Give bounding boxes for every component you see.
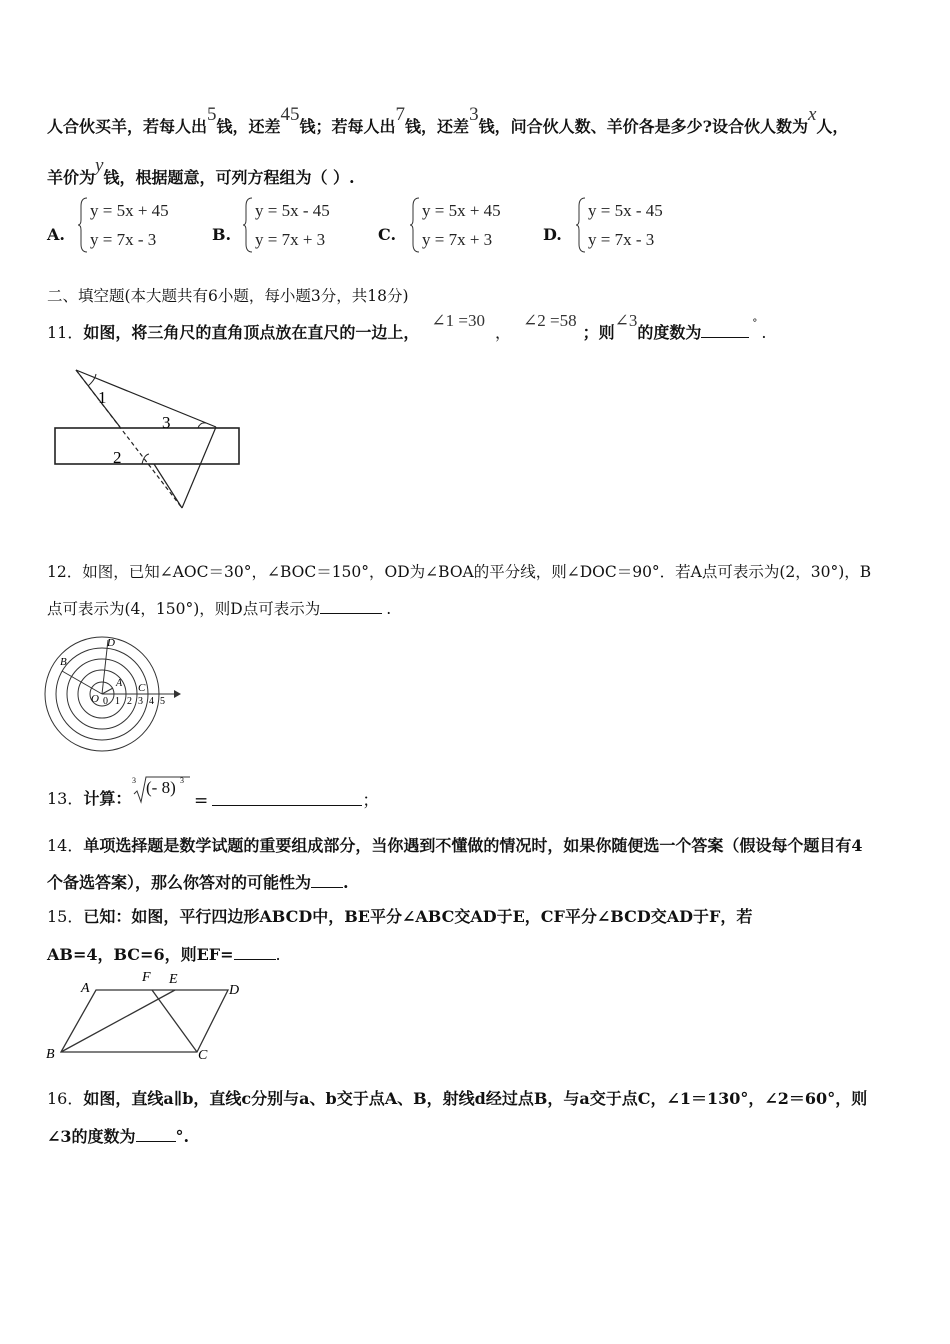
number-3: 3	[469, 104, 479, 125]
tick-2: 2	[127, 696, 132, 707]
root-index: 3	[132, 776, 136, 785]
period: .	[761, 323, 767, 342]
radicand: (- 8)	[146, 778, 176, 797]
label-d: D	[107, 637, 115, 649]
tick-0: 0	[103, 696, 108, 707]
angle-3-label: ∠3	[614, 311, 638, 330]
triangle-ruler-figure	[50, 362, 250, 514]
answer-blank[interactable]	[320, 599, 382, 614]
answer-blank[interactable]	[701, 323, 749, 338]
question-text: 如图，将三角尺的直角顶点放在直尺的一边上，	[83, 323, 420, 342]
option-b-label: B.	[212, 225, 232, 244]
brace-icon	[576, 196, 586, 254]
equation-1: y = 5x + 45	[422, 201, 501, 220]
question-number: 16．	[47, 1089, 84, 1108]
question-13-answer	[194, 786, 379, 811]
triangle-side	[76, 370, 216, 427]
label-b: B	[46, 1047, 55, 1061]
question-text: AB=4，BC=6，则EF=	[47, 945, 234, 964]
question-number: 14．	[47, 836, 84, 855]
question-text: 计算：	[83, 789, 132, 808]
ruler	[55, 428, 239, 464]
parallelogram-abcd	[61, 990, 228, 1052]
intro-text: 钱，问合伙人数、羊价各是多少?设合伙人数为	[478, 117, 808, 136]
equation-2: y = 7x + 3	[422, 230, 493, 249]
exponent: 3	[180, 776, 184, 785]
label-1: 1	[98, 388, 107, 407]
question-13	[47, 786, 131, 809]
label-b: B	[60, 656, 67, 668]
section-title: 二、填空题(本大题共有6小题，每小题3分，共18分)	[47, 287, 409, 305]
period: .	[386, 600, 392, 618]
intro-text: 人合伙买羊，若每人出	[47, 117, 208, 136]
equation-1: y = 5x + 45	[90, 201, 169, 220]
intro-text: 羊价为	[47, 168, 96, 187]
number-45: 45	[280, 104, 300, 125]
degree-period: °.	[175, 1127, 190, 1146]
intro-text: 钱，还差	[405, 117, 470, 136]
question-text: 的度数为	[637, 323, 702, 342]
triangle-side	[182, 427, 216, 508]
label-d: D	[229, 983, 240, 998]
segment-cf	[152, 990, 197, 1052]
question-14-line-1	[47, 833, 863, 856]
semicolon: ；	[362, 791, 380, 811]
label-c: C	[138, 682, 146, 694]
answer-blank[interactable]	[311, 873, 343, 888]
question-11	[47, 311, 767, 343]
question-text: ∠3的度数为	[47, 1127, 136, 1146]
label-a: A	[81, 981, 90, 996]
triangle-side	[154, 464, 182, 508]
intro-text: 人，	[816, 117, 849, 136]
question-text: 点可表示为(4，150°)，则D点可表示为	[47, 600, 321, 618]
question-number: 11．	[47, 323, 84, 342]
label-f: F	[142, 970, 151, 985]
label-c: C	[198, 1048, 208, 1061]
intro-text: 钱，根据题意，可列方程组为（ ）.	[103, 168, 355, 187]
label-2: 2	[113, 448, 122, 467]
question-15-line-2	[47, 942, 281, 965]
angle-2-arc	[142, 454, 149, 464]
brace-icon	[410, 196, 420, 254]
question-number: 13．	[47, 789, 84, 808]
tick-5: 5	[160, 696, 165, 707]
arrow-icon	[174, 690, 181, 698]
polar-figure	[44, 635, 184, 753]
answer-blank[interactable]	[212, 791, 362, 806]
equation-1: y = 5x - 45	[588, 201, 663, 220]
equation-2: y = 7x + 3	[255, 230, 326, 249]
brace-icon	[243, 196, 253, 254]
tick-3: 3	[138, 696, 143, 707]
angle-1-value: ∠1 =30	[431, 311, 485, 330]
question-text: 如图，已知∠AOC＝30°，∠BOC＝150°，OD为∠BOA的平分线，则∠DOC＝90°．若A点可表示为(2，30°)，B	[82, 563, 872, 581]
answer-blank[interactable]	[136, 1127, 176, 1142]
variable-y: y	[95, 155, 104, 176]
question-12-line-2	[47, 597, 391, 619]
label-e: E	[169, 972, 178, 987]
option-c-label: C.	[378, 225, 397, 244]
question-text: 个备选答案），那么你答对的可能性为	[47, 873, 312, 892]
question-text: ；则	[582, 323, 615, 342]
intro-text: 钱；若每人出	[299, 117, 396, 136]
period: .	[343, 873, 349, 892]
equation-2: y = 7x - 3	[90, 230, 157, 249]
option-d-label: D.	[543, 225, 562, 244]
question-number: 15．	[47, 907, 84, 926]
option-a-label: A.	[47, 225, 65, 244]
separator: ，	[494, 323, 511, 342]
number-7: 7	[395, 104, 406, 125]
equals-sign: =	[194, 791, 209, 811]
tick-4: 4	[149, 696, 154, 707]
cube-root-expression	[132, 774, 192, 804]
label-3: 3	[162, 413, 171, 432]
label-o: O	[91, 693, 99, 705]
question-16-line-2	[47, 1124, 189, 1147]
question-number: 12．	[47, 563, 83, 581]
tick-1: 1	[115, 696, 120, 707]
equation-1: y = 5x - 45	[255, 201, 330, 220]
variable-x: x	[807, 104, 817, 125]
question-text: 如图，直线a∥b，直线c分别与a、b交于点A、B，射线d经过点B，与a交于点C，∠1＝130°，∠2＝60°，则	[83, 1089, 868, 1108]
number-5: 5	[207, 104, 217, 125]
angle-2-value: ∠2 =58	[523, 311, 577, 330]
intro-text: 钱，还差	[216, 117, 281, 136]
question-15-line-1	[47, 904, 752, 927]
intro-line-2	[47, 155, 355, 189]
ray-oa	[102, 688, 113, 694]
question-14-line-2	[47, 870, 349, 893]
degree-symbol: °	[752, 318, 758, 329]
ray-ob	[62, 671, 102, 694]
answer-blank[interactable]	[234, 945, 276, 960]
period: .	[275, 945, 281, 964]
parallelogram-figure	[43, 966, 243, 1061]
question-text: 单项选择题是数学试题的重要组成部分，当你遇到不懂做的情况时，如果你随便选一个答案（假设每个题目有4	[83, 836, 863, 855]
question-12-line-1	[47, 560, 871, 582]
brace-icon	[78, 196, 88, 254]
question-16-line-1	[47, 1086, 867, 1109]
question-text: 已知：如图，平行四边形ABCD中，BE平分∠ABC交AD于E，CF平分∠BCD交AD于F，若	[83, 907, 753, 926]
equation-2: y = 7x - 3	[588, 230, 655, 249]
label-a: A	[116, 678, 123, 689]
intro-line-1	[47, 104, 849, 138]
